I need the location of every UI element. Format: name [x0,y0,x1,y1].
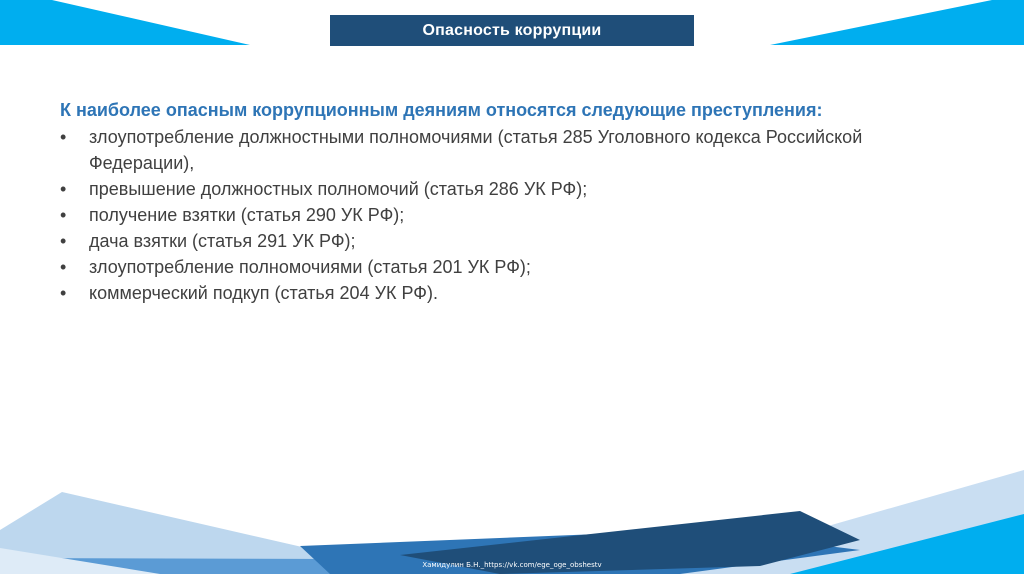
list-item [60,202,960,228]
slide-content [60,97,960,306]
slide-title [330,15,694,46]
list-item [60,280,960,306]
bullet-icon: • [60,179,67,199]
bullet-icon: • [60,127,67,147]
list-item-text: злоупотребление должностными полномочиями (статья 285 Уголовного кодекса Российской Федерации), [89,127,863,173]
top-right-blue-triangle [770,0,1024,45]
list-item-text: получение взятки (статья 290 УК РФ); [89,205,405,225]
bullet-icon: • [60,257,67,277]
bullet-icon: • [60,231,67,251]
crime-list [60,124,960,306]
list-item-text: превышение должностных полномочий (статья 286 УК РФ); [89,179,588,199]
list-item [60,124,960,176]
list-item-text: злоупотребление полномочиями (статья 201 УК РФ); [89,257,531,277]
top-left-blue-triangle [0,0,250,45]
slide-title-text: Опасность коррупции [422,21,602,39]
list-item [60,228,960,254]
bullet-icon: • [60,205,67,225]
lead-text: К наиболее опасным коррупционным деяниям относятся следующие преступления: [60,100,823,120]
list-item [60,254,960,280]
bullet-icon: • [60,283,67,303]
list-item [60,176,960,202]
list-item-text: дача взятки (статья 291 УК РФ); [89,231,356,251]
footer-credit: Хамидулин Б.Н._https://vk.com/ege_oge_obshestv [422,561,602,569]
list-item-text: коммерческий подкуп (статья 204 УК РФ). [89,283,438,303]
